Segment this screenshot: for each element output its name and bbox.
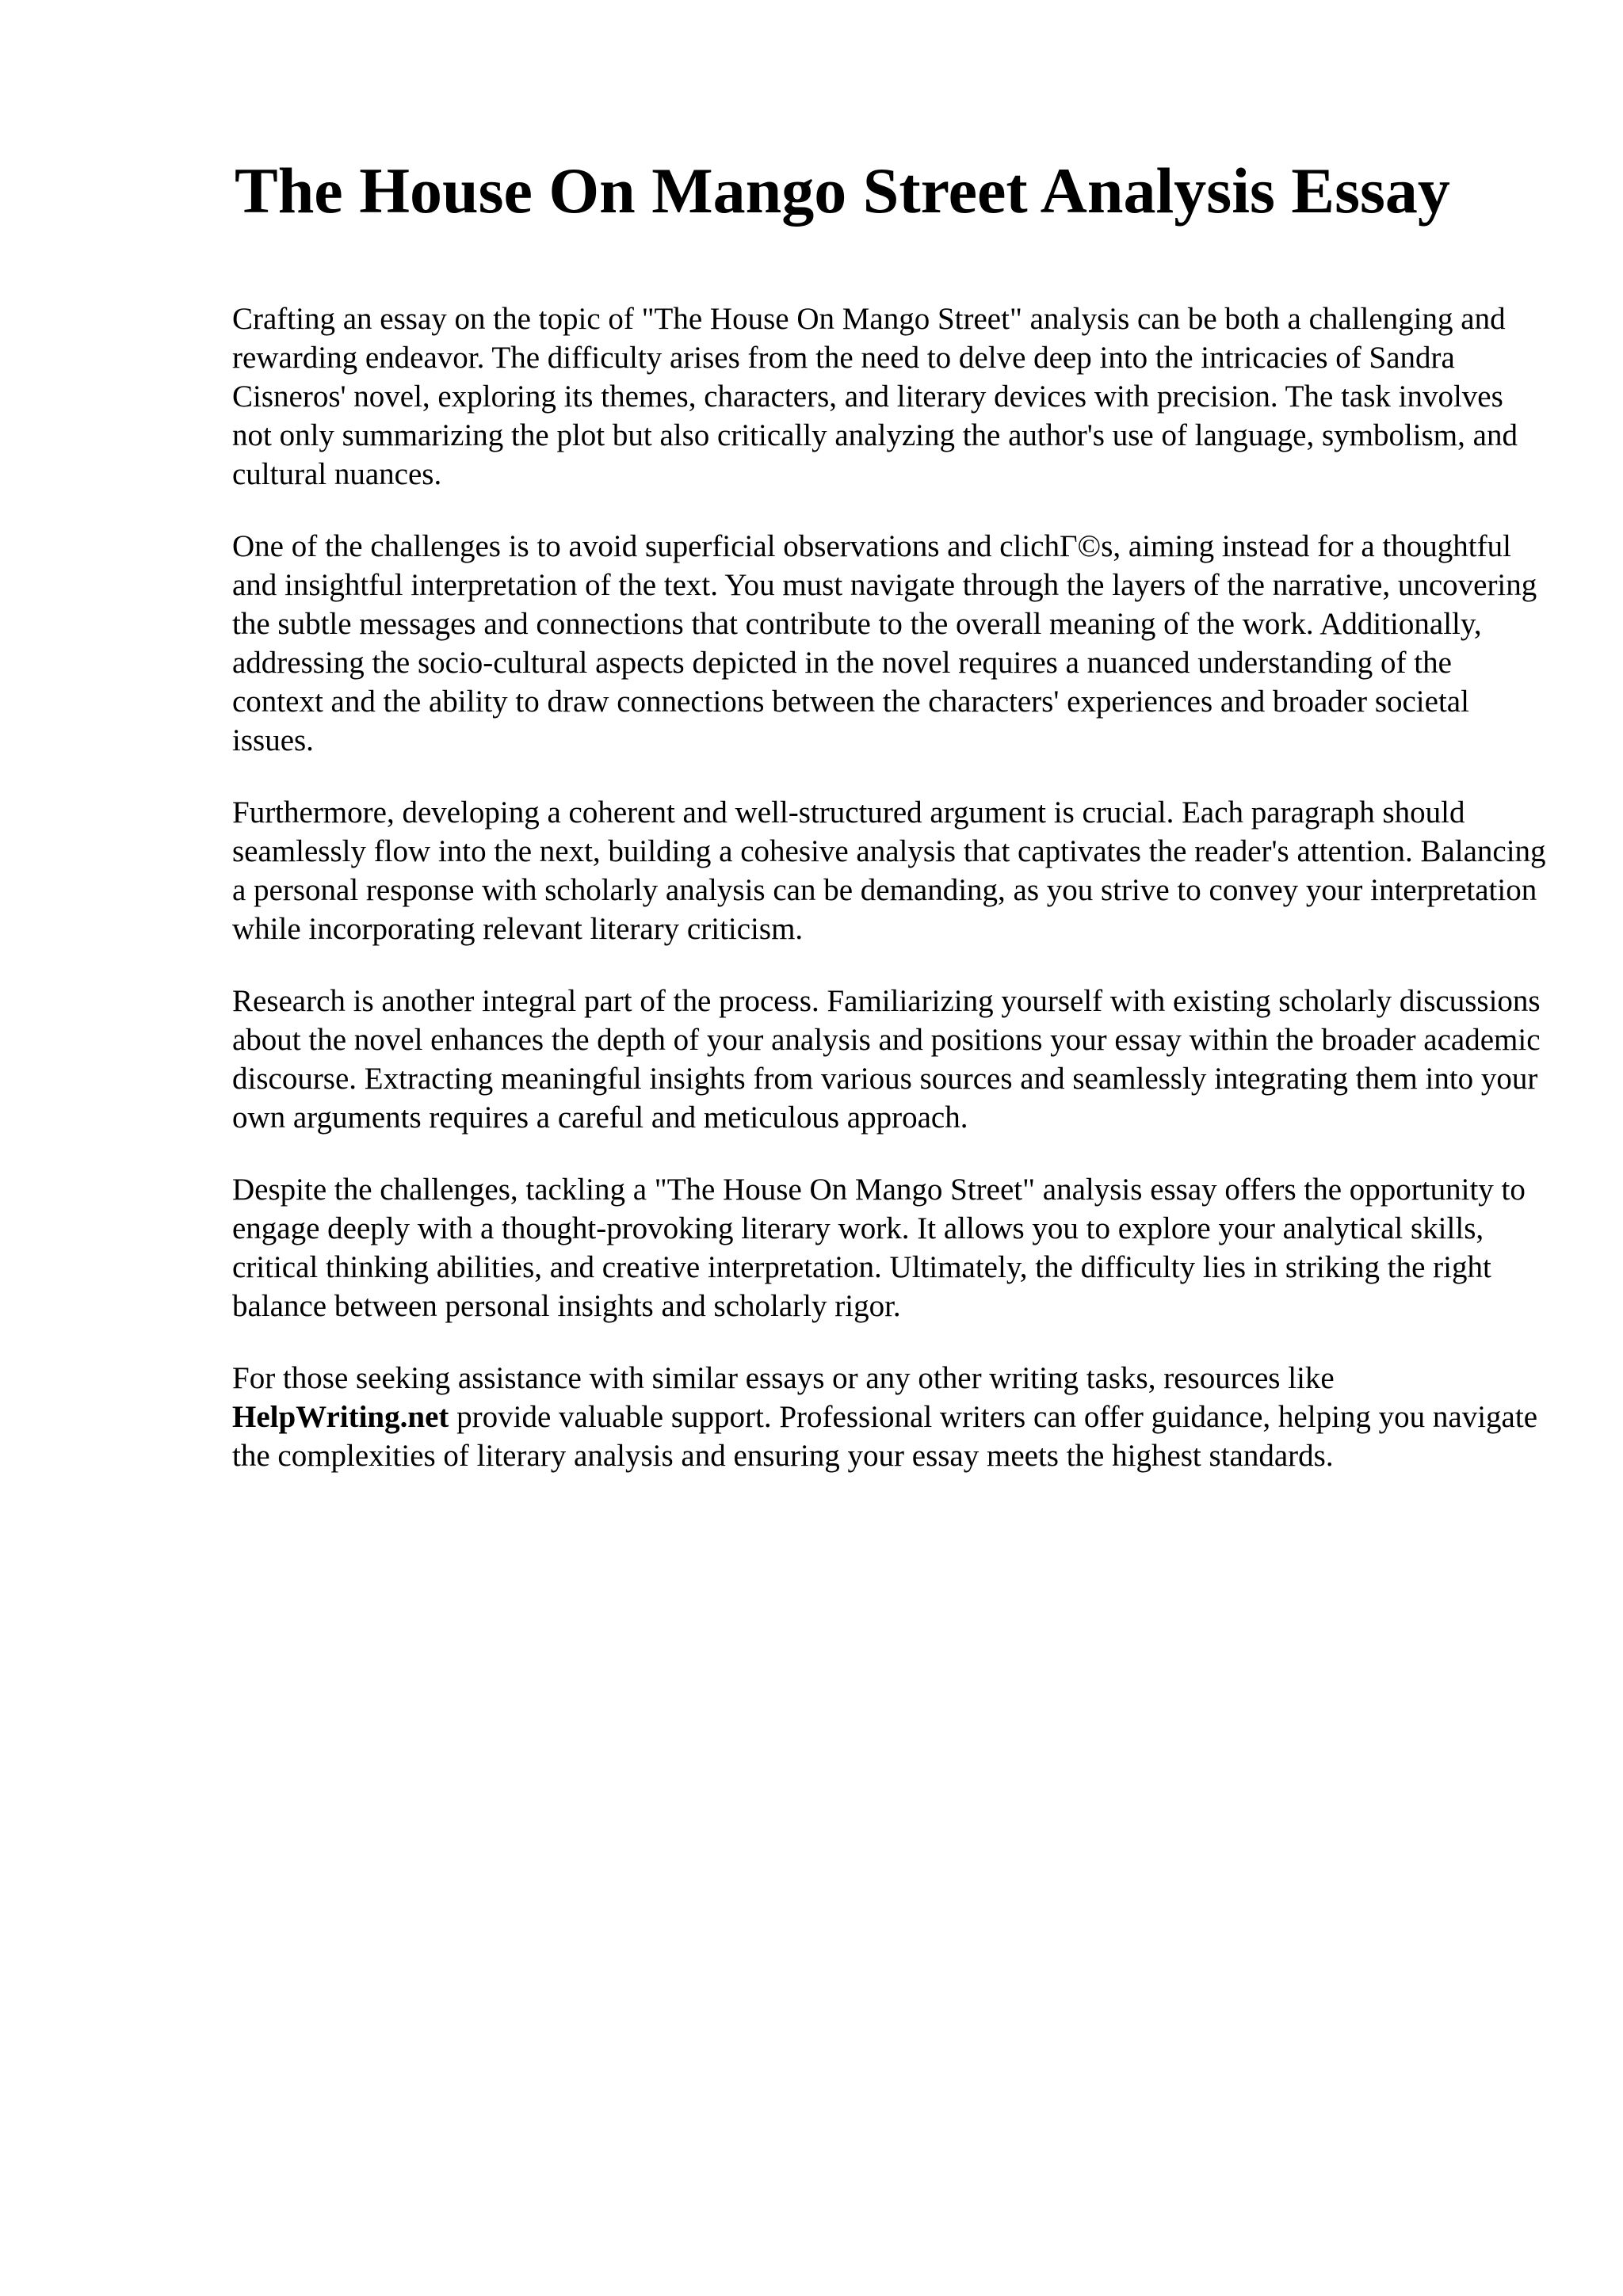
paragraph-1: Crafting an essay on the topic of "The House On Mango Street" analysis can be both a challenging and rewarding endeavor. The difficulty arises from the need to delve deep into the intricacies of Sandra Cisneros' novel, exploring its themes, characters, and literary devices with precision. The task involves not only summarizing the plot but also critically analyzing the author's use of language, symbolism, and cultural nuances. (232, 302, 1518, 491)
closing-text-after: provide valuable support. Professional writers can offer guidance, helping you navigate the complexities of literary analysis and ensuring your essay meets the highest standards. (232, 1400, 1538, 1473)
paragraph-3: Furthermore, developing a coherent and well-structured argument is crucial. Each paragraph should seamlessly flow into the next, building a cohesive analysis that captivates the reader's attention. Balancing a personal response with scholarly analysis can be demanding, as you strive to convey your interpretation while incorporating relevant literary criticism. (232, 795, 1546, 946)
paragraph-5: Despite the challenges, tackling a "The House On Mango Street" analysis essay offers the opportunity to engage deeply with a thought-provoking literary work. It allows you to explore your analytical skills, critical thinking abilities, and creative interpretation. Ultimately, the difficulty lies in striking the right balance between personal insights and scholarly rigor. (232, 1173, 1526, 1323)
brand-name: HelpWriting.net (232, 1400, 449, 1434)
document-body (232, 299, 1548, 1508)
paragraph-2: One of the challenges is to avoid superficial observations and clichГ©s, aiming instead for a thoughtful and insightful interpretation of the text. You must navigate through the layers of the narrative, uncovering the subtle messages and connections that contribute to the overall meaning of the work. Additionally, addressing the socio-cultural aspects depicted in the novel requires a nuanced understanding of the context and the ability to draw connections between the characters' experiences and broader societal issues. (232, 529, 1537, 757)
document-title: The House On Mango Street Analysis Essay (235, 154, 1450, 227)
paragraph-4: Research is another integral part of the process. Familiarizing yourself with existing scholarly discussions about the novel enhances the depth of your analysis and positions your essay within the broader academic discourse. Extracting meaningful insights from various sources and seamlessly integrating them into your own arguments requires a careful and meticulous approach. (232, 984, 1541, 1135)
paragraph-6-closing (232, 1359, 1548, 1475)
closing-text-before: For those seeking assistance with similar essays or any other writing tasks, resources like (232, 1361, 1335, 1395)
